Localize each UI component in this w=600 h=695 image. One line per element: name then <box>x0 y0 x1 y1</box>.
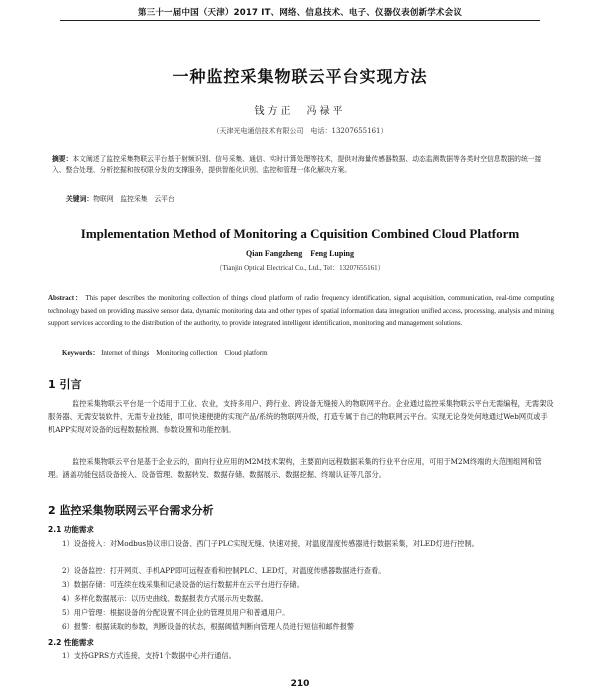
requirement-item: 1）设备接入：对Modbus协议串口设备、西门子PLC实现无缝、快速对接，对温度湿度传感器进行数据采集，对LED灯进行控制。 <box>62 539 479 548</box>
authors-en: Qian Fangzheng Feng Luping <box>245 249 355 258</box>
requirement-item: 6）报警：根据读取的参数，判断设备的状态，根据阈值判断向管理人员进行短信和邮件报警 <box>62 622 355 631</box>
affiliation-en: （Tianjin Optical Electrical Co., Ltd., Tel：13207655161） <box>215 264 385 272</box>
header-rule <box>60 20 540 21</box>
section-1-heading: 1 引言 <box>48 378 82 391</box>
keywords-cn-text: 物联网 监控采集 云平台 <box>93 195 175 203</box>
requirement-item: 2）设备监控：打开网页、手机APP即可远程查看和控制PLC、LED灯，对温度传感器数据进行查看。 <box>62 566 386 575</box>
abstract-en <box>48 292 554 330</box>
keywords-cn-label: 关键词： <box>66 195 94 203</box>
running-header: 第三十一届中国（天津）2017 IT、网络、信息技术、电子、仪器仪表创新学术会议 <box>137 8 463 18</box>
section-1-paragraph: 监控采集物联云平台是一个适用于工业、农业，支持多用户、跨行业、跨设备无缝接入的物联网平台。企业通过监控采集物联云平台无需编程，无需架设服务器、无需安装软件、无需专业技能，即可快速便捷的实现产品/系统的物联网升级，打造专属于自己的物联网云平台。实现无论身处何地通过Web网页或手机APP实现对设备的远程数据检测、参数设置和功能控制。 <box>48 399 554 434</box>
abstract-en-text: This paper describes the monitoring collection of things cloud platform of radio frequency identification, signal acquisition, communication, real-time computing technology based on providing massive sensor data, dynamic monitoring data and other types of spatial information data integration unified access, processing, analysis and mining support services according to the distribution of the authority, to provide integrated intelligent identification, monitoring and management solutions. <box>48 294 554 327</box>
keywords-en-label: Keywords： <box>62 349 100 357</box>
abstract-cn <box>52 154 552 175</box>
requirement-item: 1）支持GPRS方式连接，支持1个数据中心并行通信。 <box>62 651 236 660</box>
page-number: 210 <box>290 679 310 689</box>
requirement-item: 4）多样化数据展示：以历史曲线、数据报表方式展示历史数据。 <box>62 594 268 603</box>
title-cn: 一种监控采集物联云平台实现方法 <box>172 67 428 86</box>
title-en: Implementation Method of Monitoring a Cquisition Combined Cloud Platform <box>80 226 520 241</box>
authors-cn: 钱方正 冯禄平 <box>254 106 346 117</box>
affiliation-cn: （天津光电通信技术有限公司 电话：13207655161） <box>212 127 388 135</box>
keywords-en <box>62 348 542 358</box>
abstract-en-label: Abstract： <box>48 294 83 302</box>
section-1-paragraph: 监控采集物联云平台是基于企业云的，面向行业应用的M2M技术架构，主要面向远程数据采集的行业平台应用，可用于M2M终端的大范围组网和管理。涵盖功能包括设备接入、设备管理、数据转发、数据存储、数据展示、数据挖掘、终端认证等几部分。 <box>48 457 542 479</box>
keywords-en-text: Internet of things Monitoring collection Cloud platform <box>101 349 268 357</box>
section-2-1-heading: 2.1 功能需求 <box>48 525 94 534</box>
keywords-cn <box>66 193 546 203</box>
requirement-item: 5）用户管理：根据设备的分配设置不同企业的管理员用户和普通用户。 <box>62 608 290 617</box>
section-2-heading: 2 监控采集物联网云平台需求分析 <box>48 504 214 517</box>
section-2-2-heading: 2.2 性能需求 <box>48 638 94 647</box>
abstract-cn-text: 本文阐述了监控采集物联云平台基于射频识别、信号采集、通信、实时计算处理等技术，提供对海量传感器数据、动态监测数据等各类时空信息数据的统一接入、整合处理、分析挖掘和按权限分发的支撑服务，提供智能化识别、监控和管理一体化解决方案。 <box>52 155 542 174</box>
abstract-cn-label: 摘要： <box>52 155 73 163</box>
requirement-item: 3）数据存储：可连续在线采集和记录设备的运行数据并在云平台进行存储。 <box>62 580 304 589</box>
